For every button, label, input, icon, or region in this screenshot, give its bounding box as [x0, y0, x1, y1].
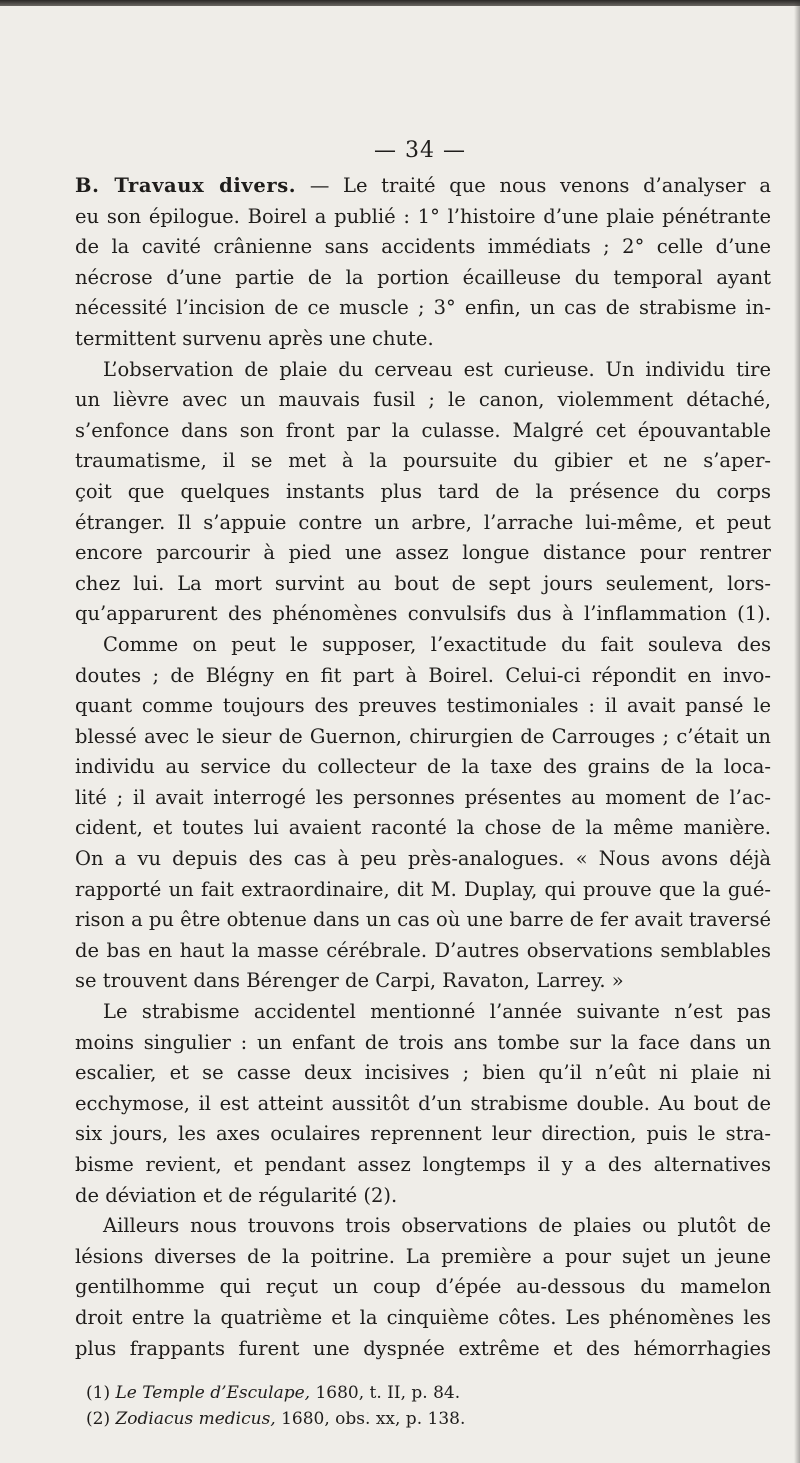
text-line: termittent survenu après une chute.: [75, 326, 434, 350]
text-line: gentilhomme qui reçut un coup d’épée au-dessous du mamelon: [75, 1275, 771, 1299]
text-line: rison a pu être obtenue dans un cas où une barre de fer avait traversé: [75, 908, 771, 932]
body-text: [75, 171, 771, 1364]
text-line: traumatisme, il se met à la poursuite du gibier et ne s’aper-: [75, 449, 771, 473]
footnotes: [86, 1380, 766, 1432]
text-line: ecchymose, il est atteint aussitôt d’un strabisme double. Au bout de: [75, 1091, 771, 1115]
text-line: lité ; il avait interrogé les personnes présentes au moment de l’ac-: [75, 785, 771, 809]
text-line: de la cavité crânienne sans accidents immédiats ; 2° celle d’une: [75, 235, 771, 259]
text-line: doutes ; de Blégny en fit part à Boirel. Celui-ci répondit en invo-: [75, 663, 771, 687]
page-edge-shadow: [794, 0, 800, 1463]
text-line: cident, et toutes lui avaient raconté la chose de la même manière.: [75, 816, 771, 840]
page-number: — 34 —: [374, 138, 466, 163]
text-line: rapporté un fait extraordinaire, dit M. Duplay, qui prouve que la gué-: [75, 877, 771, 901]
text-line: Ailleurs nous trouvons trois observations de plaies ou plutôt de: [103, 1214, 771, 1238]
text-line: encore parcourir à pied une assez longue distance pour rentrer: [75, 541, 771, 565]
text-line: nécessité l’incision de ce muscle ; 3° enfin, un cas de strabisme in-: [75, 296, 771, 320]
text-line: droit entre la quatrième et la cinquième côtes. Les phénomènes les: [75, 1305, 771, 1329]
text-line: nécrose d’une partie de la portion écailleuse du temporal ayant: [75, 265, 771, 289]
text-line: blessé avec le sieur de Guernon, chirurgien de Carrouges ; c’était un: [75, 724, 771, 748]
text-line: L’observation de plaie du cerveau est curieuse. Un individu tire: [103, 357, 771, 381]
top-rule: [0, 0, 800, 6]
text-line: B. Travaux divers. — Le traité que nous venons d’analyser a: [75, 174, 771, 197]
text-line: çoit que quelques instants plus tard de la présence du corps: [75, 479, 771, 503]
text-line: de déviation et de régularité (2).: [75, 1183, 398, 1207]
text-line: étranger. Il s’appuie contre un arbre, l’arrache lui-même, et peut: [75, 510, 771, 534]
section-heading: B. Travaux divers.: [75, 174, 297, 197]
text-line: un lièvre avec un mauvais fusil ; le canon, violemment détaché,: [75, 388, 771, 412]
text-line: eu son épilogue. Boirel a publié : 1° l’histoire d’une plaie pénétrante: [75, 204, 771, 228]
text-line: Comme on peut le supposer, l’exactitude du fait souleva des: [103, 632, 771, 656]
text-line: se trouvent dans Bérenger de Carpi, Ravaton, Larrey. »: [75, 969, 624, 993]
text-line: de bas en haut la masse cérébrale. D’autres observations semblables: [75, 938, 771, 962]
text-line: chez lui. La mort survint au bout de sept jours seulement, lors-: [75, 571, 771, 595]
text-line: On a vu depuis des cas à peu près-analogues. « Nous avons déjà: [75, 847, 771, 871]
text-line: quant comme toujours des preuves testimoniales : il avait pansé le: [75, 694, 771, 718]
footnote: (2) Zodiacus medicus, 1680, obs. xx, p. 138.: [86, 1409, 466, 1429]
text-line: qu’apparurent des phénomènes convulsifs dus à l’inflammation (1).: [75, 602, 771, 626]
text-line: bisme revient, et pendant assez longtemps il y a des alternatives: [75, 1153, 771, 1176]
text-line: s’enfonce dans son front par la culasse. Malgré cet épouvantable: [75, 418, 771, 442]
footnote: (1) Le Temple d’Esculape, 1680, t. II, p. 84.: [86, 1383, 461, 1403]
text-line: escalier, et se casse deux incisives ; bien qu’il n’eût ni plaie ni: [75, 1061, 771, 1085]
text-line: plus frappants furent une dyspnée extrême et des hémorrhagies: [75, 1336, 771, 1360]
text-line: six jours, les axes oculaires reprennent leur direction, puis le stra-: [75, 1122, 771, 1146]
text-line: individu au service du collecteur de la taxe des grains de la loca-: [75, 755, 771, 779]
text-line: moins singulier : un enfant de trois ans tombe sur la face dans un: [75, 1030, 771, 1054]
text-line: Le strabisme accidentel mentionné l’année suivante n’est pas: [103, 1000, 771, 1024]
text-line: lésions diverses de la poitrine. La première a pour sujet un jeune: [75, 1244, 771, 1268]
